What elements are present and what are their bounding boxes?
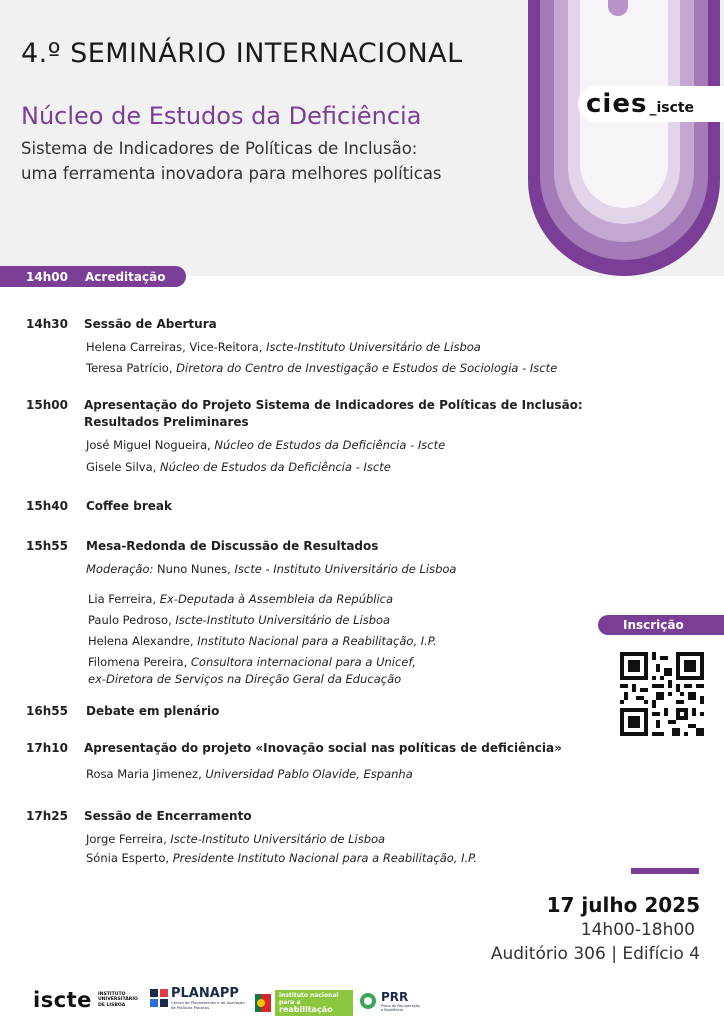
speaker-line [88,592,393,606]
decorative-arch-graphic [520,0,724,290]
prr-logo [359,990,420,1012]
session-title: Coffee break [86,499,172,513]
accreditation-time: 14h00 [26,269,68,284]
accreditation-label: Acreditação [85,269,166,284]
session-title: Sessão de Abertura [84,317,217,331]
moderation-label: Moderação: [86,562,154,576]
planapp-logo [150,986,245,1010]
speaker-name: Helena Alexandre, [88,634,194,648]
planapp-subtitle-2: de Políticas Públicas [171,1004,210,1010]
prr-subtitle-1: Plano de Recuperação [381,1004,420,1008]
planapp-subtitle-1: Centro de Planeamento e de Avaliação [171,1000,245,1005]
session-time: 17h25 [26,809,68,823]
speaker-line [88,655,416,669]
speaker-name: Gisele Silva, [86,460,157,474]
planapp-wordmark: PLANAPP [171,986,239,1001]
speaker-affiliation: Iscte - Instituto Universitário de Lisboa [234,562,457,576]
speaker-affiliation: Iscte-Instituto Universitário de Lisboa [170,832,386,846]
qr-code-icon[interactable] [620,652,704,736]
prr-wordmark: PRR [381,990,409,1004]
registration-pill [598,615,724,635]
speaker-line [86,340,481,354]
session-time: 15h00 [26,398,68,412]
accent-divider [631,868,699,874]
speaker-affiliation: Núcleo de Estudos da Deficiência - Iscte [159,460,391,474]
session-title-line-1: Apresentação do Projeto Sistema de Indicadores de Políticas de Inclusão: [84,398,583,412]
session-time: 15h55 [26,539,68,553]
iscte-logo [33,988,138,1012]
speaker-line [88,613,390,627]
speaker-name: Jorge Ferreira, [86,832,167,846]
inr-logo [255,990,353,1016]
registration-label: Inscrição [623,618,684,632]
speaker-affiliation: Diretora do Centro de Investigação e Estudos de Sociologia - Iscte [176,361,558,375]
inr-line-2: reabilitação [279,1005,333,1014]
iscte-wordmark: iscte [33,988,92,1012]
speaker-line [88,634,437,648]
speaker-affiliation: ex-Diretora de Serviços na Direção Geral da Educação [88,672,402,686]
session-title: Sessão de Encerramento [84,809,252,823]
inr-label-box [275,990,353,1016]
speaker-line [86,438,445,452]
accreditation-pill [0,266,186,287]
event-date: 17 julho 2025 [546,893,700,917]
iscte-sub-line: DE LISBOA [97,1002,126,1008]
logo-main-text: cies [586,89,648,119]
speaker-name: Teresa Patrício, [86,361,173,375]
session-time: 17h10 [26,741,68,755]
speaker-line [86,832,385,846]
inr-line-1: instituto nacional para a [279,992,339,1006]
speaker-affiliation: Iscte-Instituto Universitário de Lisboa [175,613,391,627]
speaker-name: Rosa Maria Jimenez, [86,767,202,781]
session-title: Debate em plenário [86,704,220,718]
moderation-line [86,562,456,576]
republic-emblem-icon [255,994,271,1012]
speaker-affiliation-continued [88,672,401,686]
speaker-line [86,361,557,375]
session-title: Mesa-Redonda de Discussão de Resultados [86,539,379,553]
session-title: Apresentação do projeto «Inovação social nas políticas de deficiência» [84,741,562,755]
prr-mark-icon [359,992,377,1010]
speaker-affiliation: Instituto Nacional para a Reabilitação, I.P. [197,634,437,648]
speaker-affiliation: Universidad Pablo Olavide, Espanha [205,767,413,781]
cies-iscte-logo [578,86,724,122]
organization-name: Núcleo de Estudos da Deficiência [21,102,422,130]
event-venue: Auditório 306 | Edifício 4 [490,944,700,964]
speaker-affiliation: Ex-Deputada à Assembleia da República [159,592,394,606]
speaker-line [86,851,477,865]
event-hours: 14h00-18h00 [580,920,695,940]
prr-subtitle-2: e Resiliência [381,1008,403,1012]
planapp-mark-icon [150,989,168,1007]
speaker-affiliation: Iscte-Instituto Universitário de Lisboa [266,340,481,354]
speaker-line [86,767,413,781]
speaker-name: Paulo Pedroso, [88,613,172,627]
logo-sub-text: _iscte [649,100,695,116]
subtitle-line-1: Sistema de Indicadores de Políticas de Inclusão: [21,139,418,158]
page-title: 4.º SEMINÁRIO INTERNACIONAL [21,38,463,69]
session-title-line-2: Resultados Preliminares [84,415,249,429]
speaker-line [86,460,391,474]
speaker-name: Lia Ferreira, [88,592,157,606]
speaker-affiliation: Consultora internacional para a Unicef, [190,655,416,669]
session-time: 14h30 [26,317,68,331]
session-time: 15h40 [26,499,68,513]
subtitle-line-2: uma ferramenta inovadora para melhores políticas [21,164,442,183]
speaker-name: Helena Carreiras, Vice-Reitora, [86,340,263,354]
speaker-name: Nuno Nunes, [157,562,231,576]
speaker-name: José Miguel Nogueira, [86,438,211,452]
session-time: 16h55 [26,704,68,718]
speaker-affiliation: Núcleo de Estudos da Deficiência - Iscte [214,438,446,452]
iscte-sub-line: INSTITUTO [97,991,126,997]
iscte-subtitle [98,992,138,1009]
iscte-sub-line: UNIVERSITÁRIO [97,997,138,1003]
speaker-name: Filomena Pereira, [88,655,188,669]
speaker-affiliation: Presidente Instituto Nacional para a Reabilitação, I.P. [172,851,478,865]
speaker-name: Sónia Esperto, [86,851,170,865]
